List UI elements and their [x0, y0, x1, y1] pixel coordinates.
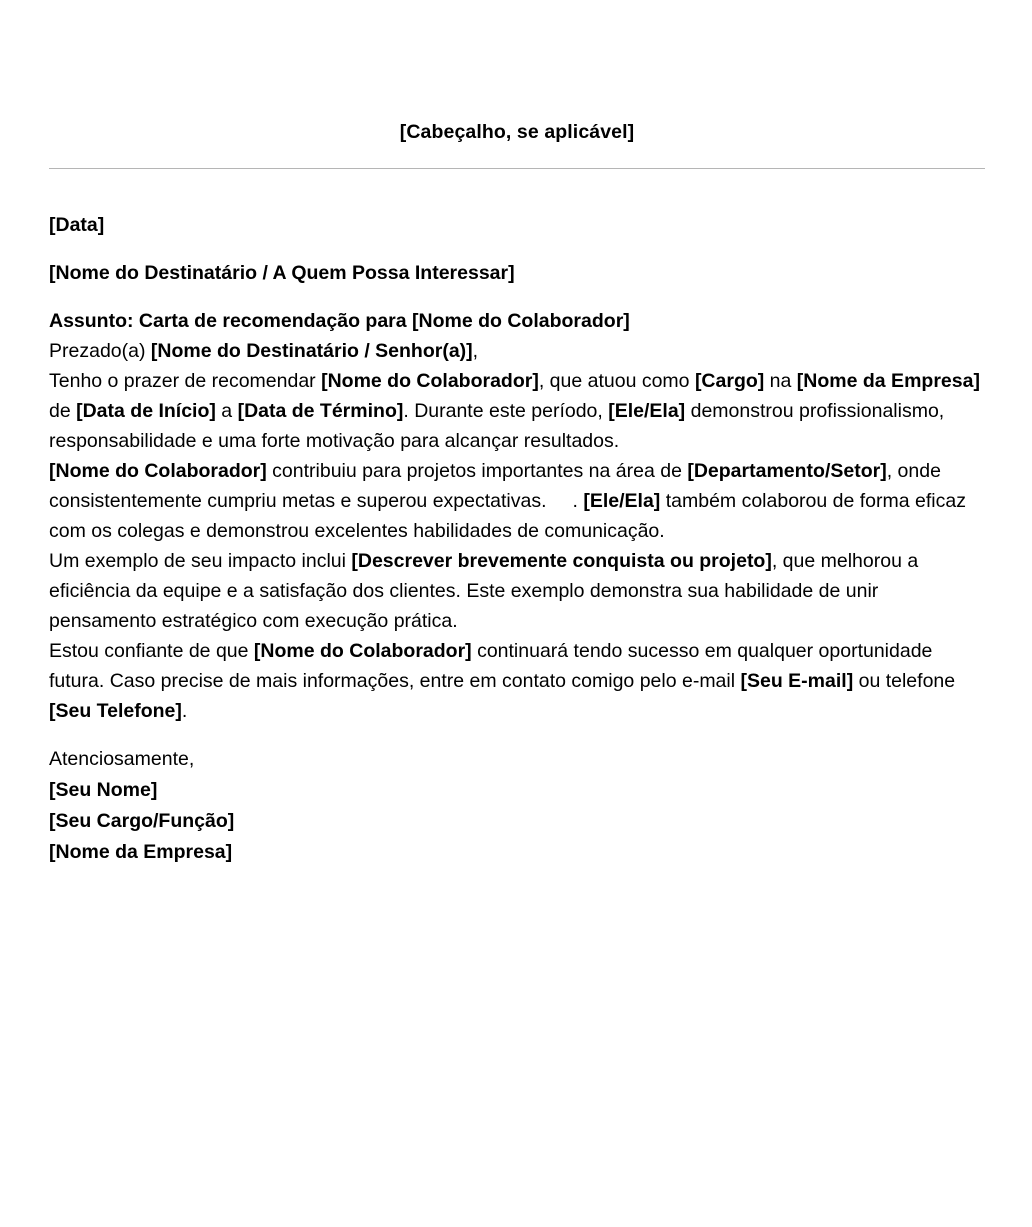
salutation-line: [49, 336, 985, 366]
closing-block: [49, 744, 985, 868]
body-paragraph-4: [49, 636, 985, 726]
p4-text-1: Estou confiante de que: [49, 640, 254, 662]
p4-text-4: .: [181, 700, 188, 722]
p4-text-2: continuará tendo sucesso em qualquer oportunidade futura. Caso precise de mais informações, entre em contato comigo pelo e-mail: [49, 640, 933, 692]
p4-placeholder-telefone: [Seu Telefone]: [49, 700, 182, 722]
salutation-suffix: ,: [472, 340, 479, 362]
p1-text-1: Tenho o prazer de recomendar: [49, 370, 322, 392]
closing-name: [Seu Nome]: [49, 779, 158, 801]
recipient-line: [Nome do Destinatário / A Quem Possa Interessar]: [49, 262, 515, 284]
p4-placeholder-colaborador: [Nome do Colaborador]: [253, 640, 472, 662]
p2-stray-period: .: [572, 490, 578, 512]
date-line: [Data]: [49, 214, 105, 236]
p3-text-2: , que melhorou a eficiência da equipe e a satisfação dos clientes. Este exemplo demonstra sua habilidade de unir pensamento estratégico com execução prática.: [49, 550, 919, 632]
p1-text-7: demonstrou profissionalismo, responsabilidade e uma forte motivação para alcançar resultados.: [49, 400, 945, 452]
p2-placeholder-colaborador: [Nome do Colaborador]: [49, 460, 267, 482]
p1-text-4: de: [49, 400, 77, 422]
subject-line: Assunto: Carta de recomendação para [Nome do Colaborador]: [49, 310, 630, 332]
closing-company: [Nome da Empresa]: [49, 841, 233, 863]
p1-placeholder-pronome: [Ele/Ela]: [608, 400, 686, 422]
p2-text-2: , onde consistentemente cumpriu metas e superou expectativas.: [49, 460, 941, 512]
header-divider: [49, 168, 985, 169]
p1-placeholder-empresa: [Nome da Empresa]: [796, 370, 980, 392]
p1-placeholder-cargo: [Cargo]: [694, 370, 765, 392]
p1-text-2: , que atuou como: [538, 370, 695, 392]
body-paragraph-1: [49, 366, 985, 456]
document-header-title: [Cabeçalho, se aplicável]: [399, 121, 635, 143]
p1-text-3: na: [764, 370, 797, 392]
salutation-prefix: Prezado(a): [49, 340, 151, 362]
p2-text-3: também colaborou de forma eficaz com os colegas e demonstrou excelentes habilidades de comunicação.: [49, 490, 966, 542]
p1-text-5: a: [215, 400, 238, 422]
closing-role: [Seu Cargo/Função]: [49, 810, 235, 832]
closing-salutation: Atenciosamente,: [49, 748, 195, 770]
body-paragraph-3: [49, 546, 985, 636]
p1-placeholder-data-termino: [Data de Término]: [237, 400, 404, 422]
p3-placeholder-conquista: [Descrever brevemente conquista ou projeto]: [351, 550, 772, 572]
p3-text-1: Um exemplo de seu impacto inclui: [49, 550, 352, 572]
p4-placeholder-email: [Seu E-mail]: [740, 670, 854, 692]
document-body: [49, 0, 985, 868]
salutation-placeholder: [Nome do Destinatário / Senhor(a)]: [150, 340, 473, 362]
p2-text-1: contribuiu para projetos importantes na área de: [266, 460, 688, 482]
p1-text-6: . Durante este período,: [403, 400, 609, 422]
p2-placeholder-departamento: [Departamento/Setor]: [687, 460, 887, 482]
p1-placeholder-data-inicio: [Data de Início]: [76, 400, 216, 422]
p4-text-3: ou telefone: [853, 670, 956, 692]
body-paragraph-2: [49, 456, 985, 546]
p1-placeholder-colaborador: [Nome do Colaborador]: [321, 370, 539, 392]
p2-placeholder-pronome: [Ele/Ela]: [583, 490, 661, 512]
